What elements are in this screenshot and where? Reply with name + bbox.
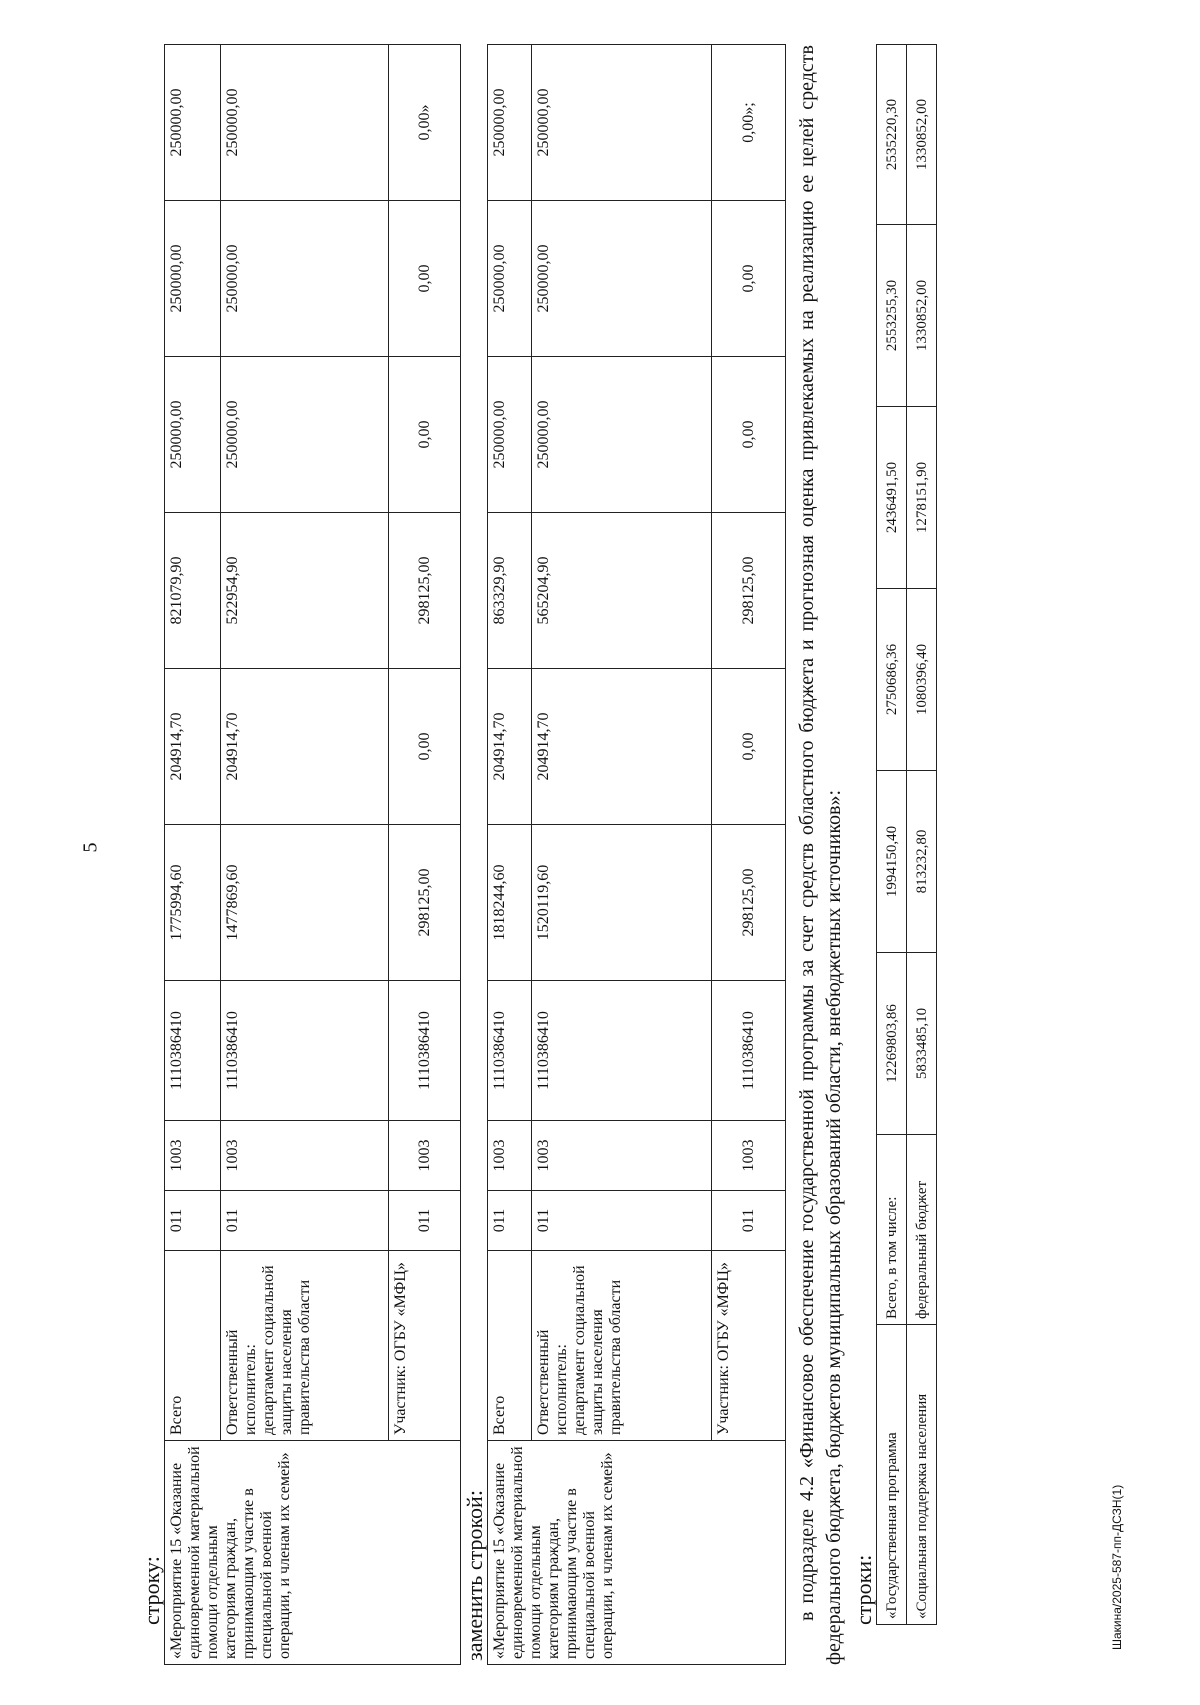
value-cell: 204914,70 xyxy=(165,669,221,825)
funding-label-cell: Всего, в том числе: xyxy=(877,1135,907,1325)
value-cell: 0,00 xyxy=(712,669,786,825)
funding-value-cell: 5833485,10 xyxy=(907,953,937,1135)
funding-value-cell: 2535220,30 xyxy=(877,45,907,225)
label-rows: строки: xyxy=(851,1554,876,1625)
value-cell: 0,00 xyxy=(712,357,786,513)
value-cell: 1520119,60 xyxy=(532,825,712,981)
code-cell: 1110386410 xyxy=(221,981,389,1121)
value-cell: 821079,90 xyxy=(165,513,221,669)
value-cell: 298125,00 xyxy=(712,825,786,981)
code-cell: 011 xyxy=(389,1191,461,1251)
label-before: строку: xyxy=(139,1556,164,1625)
value-cell: 1477869,60 xyxy=(221,825,389,981)
value-cell: 250000,00 xyxy=(221,201,389,357)
value-cell: 1818244,60 xyxy=(488,825,532,981)
funding-value-cell: 813232,80 xyxy=(907,771,937,953)
event-name-cell: «Мероприятие 15 «Оказание единовременной материальной помощи отдельным категориям граждан, принимающим участие в специальной военной операции, и членам их семей» xyxy=(165,1441,461,1665)
program-name-cell: «Социальная поддержка населения xyxy=(907,1325,937,1625)
value-cell: 250000,00 xyxy=(221,357,389,513)
funding-value-cell: 2436491,50 xyxy=(877,407,907,589)
label-replace: заменить строкой: xyxy=(462,1490,487,1661)
value-cell: 0,00 xyxy=(389,357,461,513)
value-cell: 250000,00 xyxy=(221,45,389,201)
code-cell: 1003 xyxy=(532,1121,712,1191)
code-cell: 1003 xyxy=(488,1121,532,1191)
value-cell: 0,00 xyxy=(389,201,461,357)
code-cell: 011 xyxy=(488,1191,532,1251)
role-cell: Ответственный исполнитель: департамент социальной защиты населения правительства области xyxy=(221,1251,389,1441)
funding-value-cell: 2553255,30 xyxy=(877,225,907,407)
value-cell: 250000,00 xyxy=(532,45,712,201)
value-cell: 250000,00 xyxy=(488,201,532,357)
table-old xyxy=(164,44,461,1665)
table-new xyxy=(487,44,786,1665)
role-cell: Участник: ОГБУ «МФЦ» xyxy=(712,1251,786,1441)
rotated-content xyxy=(140,45,1100,1665)
code-cell: 011 xyxy=(165,1191,221,1251)
program-name-cell: «Государственная программа xyxy=(877,1325,907,1625)
funding-value-cell: 1330852,00 xyxy=(907,45,937,225)
code-cell: 1110386410 xyxy=(389,981,461,1121)
value-cell: 204914,70 xyxy=(532,669,712,825)
code-cell: 1110386410 xyxy=(165,981,221,1121)
value-cell: 250000,00 xyxy=(488,45,532,201)
value-cell: 204914,70 xyxy=(221,669,389,825)
value-cell: 0,00 xyxy=(712,201,786,357)
code-cell: 1003 xyxy=(221,1121,389,1191)
section-paragraph-text: в подразделе 4.2 «Финансовое обеспечение государственной программы за счет средств областного бюджета и прогнозная оценка привлекаемых на реализацию ее целей средств федерального бюджета, бюджетов муниципальных образований области, внебюджетных источников»: xyxy=(796,45,845,1665)
funding-value-cell: 1278151,90 xyxy=(907,407,937,589)
value-cell: 863329,90 xyxy=(488,513,532,669)
code-cell: 1003 xyxy=(389,1121,461,1191)
funding-value-cell: 12269803,86 xyxy=(877,953,907,1135)
code-cell: 1110386410 xyxy=(532,981,712,1121)
role-cell: Всего xyxy=(488,1251,532,1441)
funding-value-cell: 1080396,40 xyxy=(907,589,937,771)
event-name-cell: «Мероприятие 15 «Оказание единовременной материальной помощи отдельным категориям граждан, принимающим участие в специальной военной операции, и членам их семей» xyxy=(488,1441,786,1665)
code-cell: 011 xyxy=(221,1191,389,1251)
value-cell: 250000,00 xyxy=(532,201,712,357)
value-cell: 298125,00 xyxy=(389,825,461,981)
value-cell: 1775994,60 xyxy=(165,825,221,981)
value-cell: 250000,00 xyxy=(488,357,532,513)
document-footer: Шакина/2025-587-пп-ДСЗН(1) xyxy=(1110,1484,1124,1650)
value-cell: 204914,70 xyxy=(488,669,532,825)
code-cell: 011 xyxy=(532,1191,712,1251)
role-cell: Участник: ОГБУ «МФЦ» xyxy=(389,1251,461,1441)
role-cell: Всего xyxy=(165,1251,221,1441)
funding-value-cell: 1330852,00 xyxy=(907,225,937,407)
code-cell: 1110386410 xyxy=(488,981,532,1121)
value-cell: 250000,00 xyxy=(165,201,221,357)
value-cell: 0,00»; xyxy=(712,45,786,201)
code-cell: 1003 xyxy=(165,1121,221,1191)
value-cell: 0,00» xyxy=(389,45,461,201)
section-paragraph xyxy=(794,45,848,1665)
funding-label-cell: федеральный бюджет xyxy=(907,1135,937,1325)
value-cell: 250000,00 xyxy=(165,357,221,513)
funding-value-cell: 1994150,40 xyxy=(877,771,907,953)
value-cell: 565204,90 xyxy=(532,513,712,669)
value-cell: 522954,90 xyxy=(221,513,389,669)
funding-table xyxy=(876,44,937,1625)
value-cell: 0,00 xyxy=(389,669,461,825)
page-number: 5 xyxy=(79,842,102,853)
code-cell: 1003 xyxy=(712,1121,786,1191)
value-cell: 298125,00 xyxy=(389,513,461,669)
value-cell: 250000,00 xyxy=(532,357,712,513)
value-cell: 250000,00 xyxy=(165,45,221,201)
code-cell: 011 xyxy=(712,1191,786,1251)
funding-value-cell: 2750686,36 xyxy=(877,589,907,771)
code-cell: 1110386410 xyxy=(712,981,786,1121)
value-cell: 298125,00 xyxy=(712,513,786,669)
role-cell: Ответственный исполнитель: департамент социальной защиты населения правительства области xyxy=(532,1251,712,1441)
